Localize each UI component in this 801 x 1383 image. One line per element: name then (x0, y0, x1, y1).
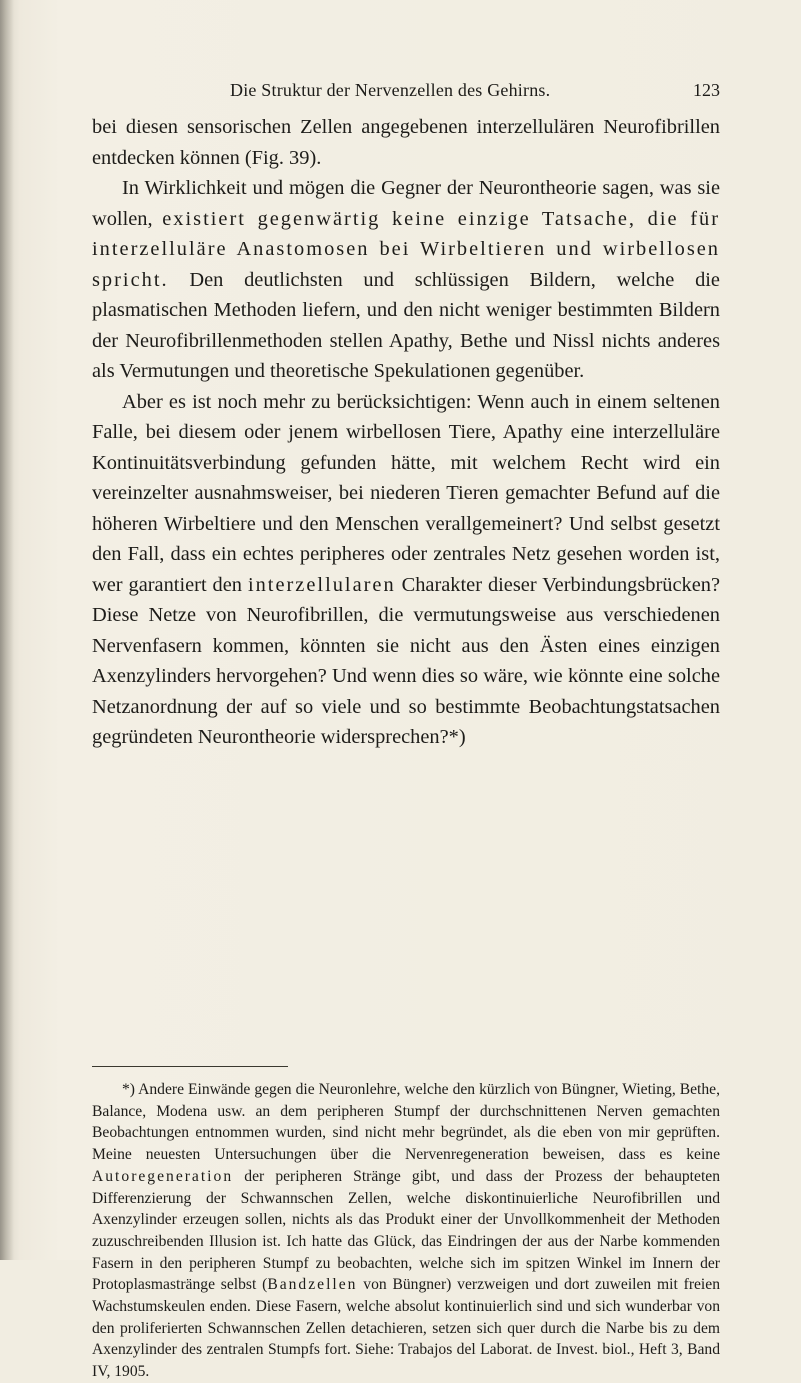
paragraph-3-part-a: Aber es ist noch mehr zu berücksichtigen: Wenn auch in einem seltenen Falle, bei diesem oder jenem wirbellosen Tiere, Apathy eine interzelluläre Kontinuitätsverbindung gefunden hätte, mit welchem Recht wird ein vereinzelter ausnahmsweiser, bei niederen Tieren gemachter Befund auf die höheren Wirbeltiere und den Menschen verallgemeinert? Und selbst gesetzt den Fall, dass ein echtes peripheres oder zentrales Netz gesehen worden ist, wer garantiert den (92, 390, 720, 596)
paragraph-2-part-a: In Wirklichkeit und mögen die Gegner der Neurontheorie sagen, was sie wollen, (92, 177, 720, 230)
paragraph-2-part-c: Den deutlichsten und schlüssigen Bildern, welche die plasmatischen Methoden liefern, und den nicht weniger bestimmten Bildern der Neurofibrillenmethoden stellen Apathy, Bethe und Nissl nichts anderes als Vermutungen und theoretische Spekulationen gegenüber. (92, 268, 720, 382)
footnote-emphasis-1: Autoregeneration (92, 1167, 234, 1185)
footnote-emphasis-2: Bandzellen (267, 1276, 358, 1294)
footnote-part-e: von Büngner) verzweigen und dort zuweilen mit freien Wachstumskeulen enden. Diese Fasern, welche absolut kontinuierlich sind und sich wunderbar von den proliferierten Schwannschen Zellen detachieren, setzen sich quer durch die Narbe bis zu dem Axenzylinder des zentralen Stumpfs fort. Siehe: Trabajos del Laborat. de Invest. biol., Heft 3, Band IV, 1905. (92, 1276, 720, 1381)
main-text (92, 112, 720, 753)
spine-shadow (0, 0, 14, 1260)
footnote-text (92, 1079, 720, 1383)
paragraph-3 (92, 387, 720, 753)
paragraph-2 (92, 173, 720, 387)
paragraph-3-part-c: Charakter dieser Verbindungsbrücken? Diese Netze von Neurofibrillen, die vermutungsweise aus verschiedenen Nervenfasern kommen, könnten sie nicht aus den Ästen eines einzigen Axenzylinders hervorgehen? Und wenn dies so wäre, wie könnte eine solche Netzanordnung der auf so viele und so bestimmte Beobachtungstatsachen gegründeten Neurontheorie widersprechen?*) (92, 573, 720, 748)
footnote-divider (92, 1066, 288, 1067)
paragraph-1: bei diesen sensorischen Zellen angegebenen interzellulären Neurofibrillen entdecken können (Fig. 39). (92, 116, 720, 169)
paragraph-3-emphasis: interzellularen (247, 573, 396, 596)
footnote (92, 1079, 720, 1383)
page-number: 123 (693, 80, 720, 100)
footnote-part-a: *) Andere Einwände gegen die Neuronlehre, welche den kürzlich von Büngner, Wieting, Bethe, Balance, Modena usw. an dem peripheren Stumpf der durchschnittenen Nerven gemachten Beobachtungen entnommen wurden, sind nicht mehr begründet, als die eben von mir geprüften. Meine neuesten Untersuchungen über die Nervenregeneration beweisen, dass es keine (92, 1081, 720, 1164)
footnote-part-c: der peripheren Stränge gibt, und dass der Prozess der behaupteten Differenzierung der Schwannschen Zellen, welche diskontinuierliche Neurofibrillen und Axenzylinder erzeugen sollen, nichts als das Produkt einer der Unvollkommenheit der Methoden zuzuschreibenden Illusion ist. Ich hatte das Glück, das Eindringen der aus der Narbe kommenden Fasern in den peripheren Stumpf zu beobachten, welche sich im spitzen Winkel im Innern der Protoplasmastränge selbst ( (92, 1167, 720, 1294)
running-title: Die Struktur der Nervenzellen des Gehirns. (230, 80, 551, 100)
running-header (92, 80, 720, 104)
paragraph-2-emphasis: existiert gegenwärtig keine einzige Tatsache, die für interzelluläre Anastomosen bei Wirbeltieren und wirbellosen spricht. (92, 207, 720, 291)
